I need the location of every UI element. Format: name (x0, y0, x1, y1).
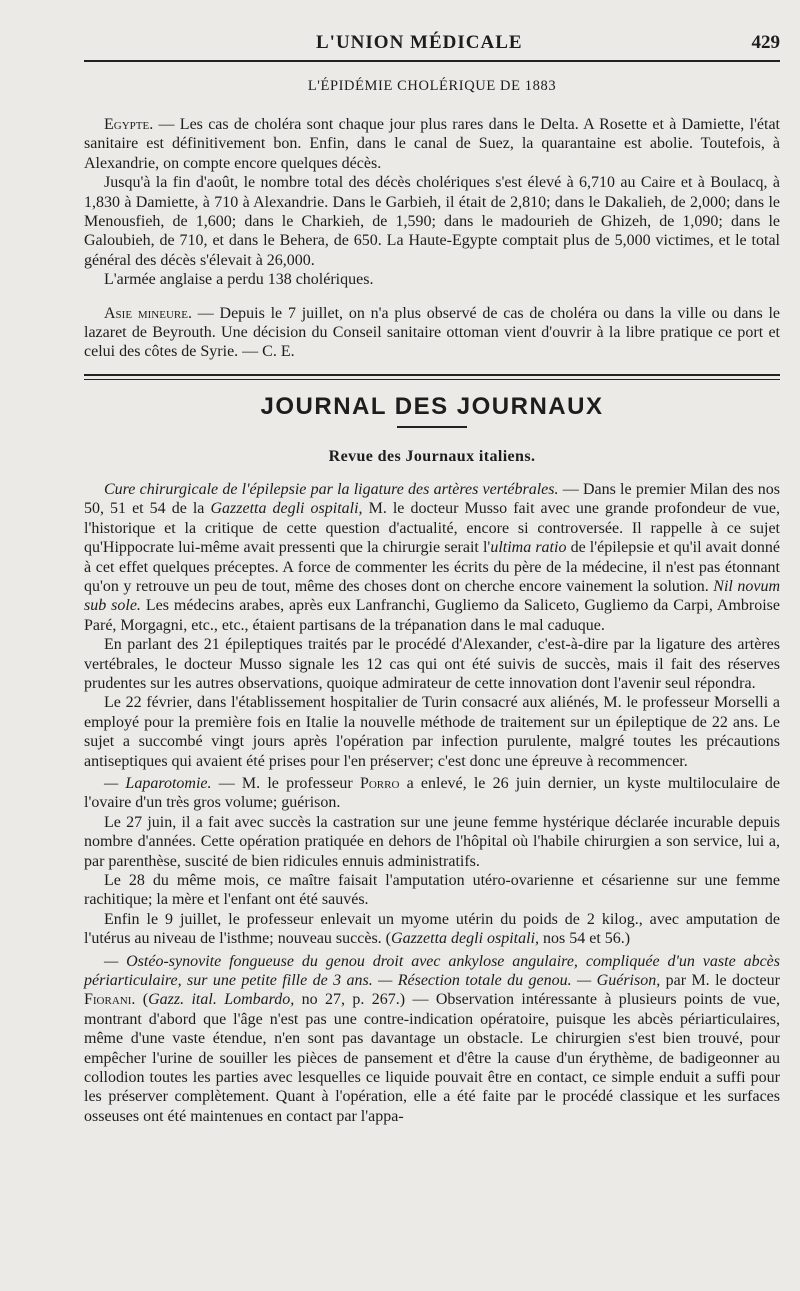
egypt-lead: Egypte. (104, 116, 154, 133)
asia-lead: Asie mineure. (104, 304, 192, 322)
italian-paragraph-6: Le 28 du même mois, ce maître faisait l'amputation utéro-ovarienne et césarienne sur une femme rachitique; la mère et l'enfant ont été sauvés. (84, 872, 780, 909)
article-title-epilepsy: Cure chirurgicale de l'épilepsie par la ligature des artères vertébrales. (104, 480, 559, 498)
section-title (84, 78, 780, 95)
text-run: — M. le professeur (211, 774, 360, 792)
title-rule (397, 426, 467, 428)
italian-paragraph-8 (84, 952, 780, 1127)
asia-paragraph (84, 304, 780, 362)
text-run: nos 54 et 56.) (539, 930, 631, 948)
author-name: Fiorani. (84, 991, 136, 1009)
section-title-text: L'ÉPIDÉMIE CHOLÉRIQUE DE 1883 (307, 78, 557, 94)
text-run: M. le docteur Musso fait avec une grande profondeur de vue, l'historique et la critique de cette question d'actualité, encore si controversée. Il rappelle à ce sujet qu'Hippocrate lui-même avait pressenti que la chirurgie serait l' (84, 500, 780, 557)
egypt-text-1: — Les cas de choléra sont chaque jour plus rares dans le Delta. A Rosette et à Damiette, l'état sanitaire est définitivement bon. Enfin, dans le canal de Suez, la quarantaine est abolie. Toutefois, à Alexandrie, on compte encore quelques décès. (84, 116, 781, 172)
double-rule (84, 374, 780, 380)
text-run: no 27, p. 267.) — Observation intéressante à plusieurs points de vue, montrant d'abord que l'âge n'est pas une contre-indication opératoire, puisque les abcès périarticulaires, même d'une vaste étendue, n'en sont pas davantage un obstacle. Le chirurgien s'est bien trouvé, pour empêcher l'urine de souiller les pièces de pansement et d'être la cause d'un érythème, de badigeonner au collodion toutes les parties avec lesquelles ce liquide pouvait être en contact, ce simple enduit a suffi pour les préserver complètement. Quant à l'opération, elle a été faite par le procédé classique et les surfaces osseuses ont été maintenues en contact par l'appa- (84, 991, 781, 1125)
journal-ref: Gazzetta degli ospitali, (391, 930, 540, 948)
italian-paragraph-1 (84, 480, 780, 635)
text-run: ( (135, 991, 149, 1009)
egypt-paragraph-1 (84, 115, 780, 173)
text-run: Les médecins arabes, après eux Lanfranchi, Gugliemo da Saliceto, Gugliemo da Carpi, Ambroise Paré, Morgagni, etc., etc., étaient partisans de la trépanation dans le mal caduque. (84, 597, 780, 634)
text-run: Enfin le 9 juillet, le professeur enlevait un myome utérin du poids de 2 kilog., avec amputation de l'utérus au niveau de l'isthme; nouveau succès. ( (84, 910, 780, 948)
italian-paragraph-3: Le 22 février, dans l'établissement hospitalier de Turin consacré aux aliénés, M. le professeur Morselli a employé pour la première fois en Italie la nouvelle méthode de traitement sur un épileptique de 22 ans. Le sujet a succombé vingt jours après l'opération par infection purulente, malgré toutes les précautions antiseptiques qui avaient été prises pour l'en préserver; c'est donc une épreuve à recommencer. (84, 694, 780, 770)
article-title-knee: — Ostéo-synovite fongueuse du genou droit avec ankylose angulaire, compliquée d'un vaste abcès périarticulaire, sur une petite fille de 3 ans. — Résection totale du genou. — Guérison, (84, 952, 780, 990)
italian-paragraph-4 (84, 774, 780, 813)
journal-name: L'UNION MÉDICALE (316, 32, 523, 53)
page-number: 429 (751, 32, 780, 53)
italian-paragraph-7 (84, 910, 780, 949)
text-run: a enlevé, le 26 juin dernier, un kyste multiloculaire de l'ovaire d'un très gros volume; guérison. (84, 774, 780, 812)
journal-title: JOURNAL DES JOURNAUX (260, 392, 604, 420)
running-head (84, 30, 780, 62)
article-title-laparotomy: — Laparotomie. (104, 774, 212, 792)
subsection-title: Revue des Journaux italiens. (328, 447, 536, 465)
egypt-paragraph-2: Jusqu'à la fin d'août, le nombre total des décès cholériques s'est élevé à 6,710 au Caire et à Boulacq, à 1,830 à Damiette, à 710 à Alexandrie. Dans le Garbieh, il était de 2,810; dans le Dakalieh, de 2,000; dans le Menousfieh, de 1,600; dans le Charkieh, de 1,590; dans le madourieh de Ghizeh, de 1,090; dans le Galoubieh, de 710, et dans le Behera, de 650. La Haute-Egypte comptait plus de 5,000 victimes, et le total général des décès s'élevait à 26,000. (84, 174, 780, 269)
text-run: — Dans le premier Milan des nos 50, 51 et 54 de la (84, 480, 781, 518)
asia-text: — Depuis le 7 juillet, on n'a plus observé de cas de choléra ou dans la ville ou dans le lazaret de Beyrouth. Une décision du Conseil sanitaire ottoman vient d'ouvrir à la libre pratique ce port et celui des côtes de Syrie. — C. E. (84, 304, 781, 361)
journal-ref: Gazz. ital. Lombardo, (148, 991, 295, 1009)
text-run: de l'épilepsie et qu'il avait donné à cet effet quelques préceptes. A force de commenter les écrits du père de la médecine, il n'est pas étonnant qu'on y retrouve un peu de tout, même des choses dont on cherche encore vainement la solution. (84, 539, 781, 595)
italian-paragraph-2: En parlant des 21 épileptiques traités par le procédé d'Alexander, c'est-à-dire par la ligature des artères vertébrales, le docteur Musso signale les 12 cas qui ont été suivis de succès, mais il fait des réserves prudentes sur les autres observations, quoique admirateur de cette innovation dont l'avenir seul répondra. (84, 636, 780, 692)
italian-paragraph-5: Le 27 juin, il a fait avec succès la castration sur une jeune femme hystérique déclarée incurable depuis nombre d'années. Cette opération pratiquée en dehors de l'hôpital où l'habile chirurgien a son service, lui a, par parenthèse, suscité de bien ridicules ennuis administratifs. (84, 813, 780, 870)
text-run: par M. le docteur (660, 972, 780, 990)
author-name: Porro (359, 774, 400, 792)
journal-ref: Gazzetta degli ospitali, (210, 500, 363, 518)
latin-phrase: ultima ratio (490, 539, 567, 557)
egypt-paragraph-3: L'armée anglaise a perdu 138 cholériques. (104, 271, 374, 289)
latin-phrase: Nil novum sub sole. (84, 577, 781, 615)
